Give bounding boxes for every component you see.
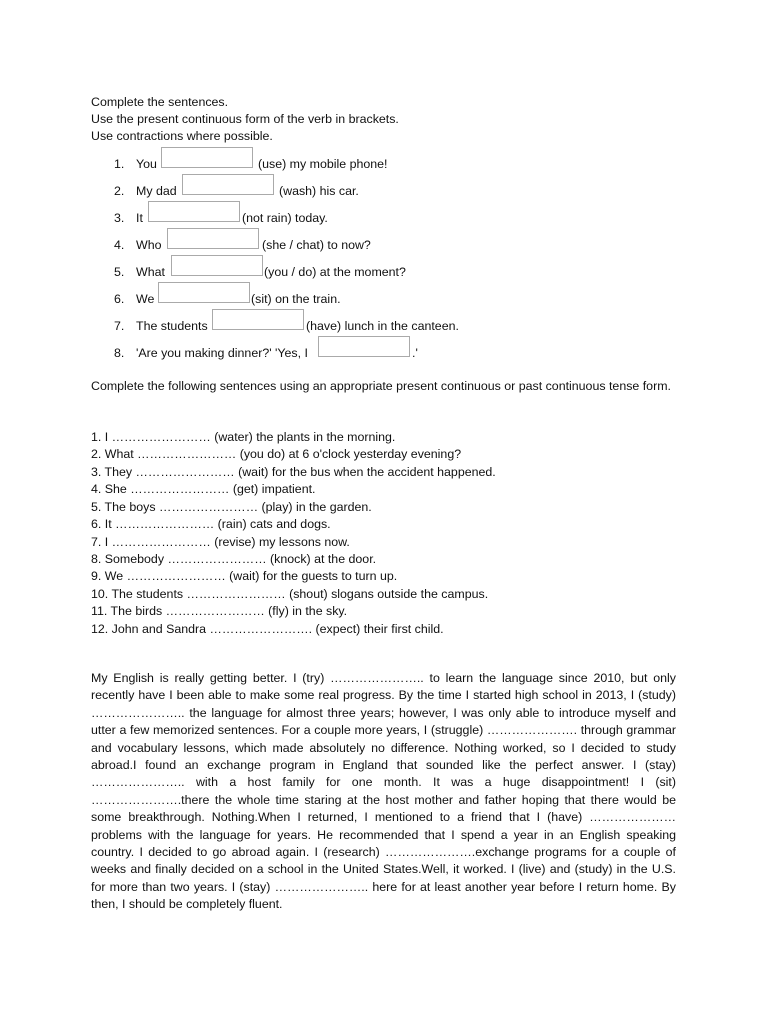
section1-instruction-2: Use the present continuous form of the verb in brackets. (91, 112, 399, 126)
section3-paragraph: My English is really getting better. I (try) ………………….. to learn the language since 2010, but only recently have I been able to make some real progress. By the time I started high school in 2013, I (study) ………………….. the language for almost three years; however, I was only able to introduce myself and utter a few memorized sentences. For a couple more years, I (struggle) …………………. through grammar and vocabulary lessons, which made absolutely no difference. Nothing worked, so I decided to study abroad.I found an exchange program in England that sounded like the perfect answer. I (stay) ………………….. with a host family for one month. It was a huge disappointment! I (sit) ………………….there the whole time staring at the host mother and father hoping that there would be some breakthrough. Nothing.When I returned, I mentioned to a friend that I (have) …………………problems with the language for years. He recommended that I spend a year in an English speaking country. I decided to go abroad again. I (research) ………………….exchange programs for a couple of weeks and finally decided on a school in the United States.Well, it worked. I (live) and (study) in the U.S. for more than two years. I (stay) ………………….. here for at least another year before I return home. By then, I should be completely fluent. (91, 671, 676, 912)
item-number: 6. (114, 292, 125, 306)
item-text-after: (not rain) today. (242, 211, 328, 225)
exercise2-item-10: 10. The students …………………… (shout) slogans outside the campus. (91, 587, 489, 601)
exercise2-item-7: 7. I …………………… (revise) my lessons now. (91, 535, 350, 549)
section1-instruction-1: Complete the sentences. (91, 95, 229, 109)
answer-blank-6[interactable] (158, 282, 250, 303)
item-number: 4. (114, 238, 125, 252)
answer-blank-5[interactable] (171, 255, 263, 276)
exercise2-item-6: 6. It …………………… (rain) cats and dogs. (91, 517, 331, 531)
item-text-before: What (136, 265, 165, 279)
exercise2-item-8: 8. Somebody …………………… (knock) at the door. (91, 552, 377, 566)
item-text-before: We (136, 292, 155, 306)
exercise2-item-3: 3. They …………………… (wait) for the bus when the accident happened. (91, 465, 496, 479)
exercise2-item-12: 12. John and Sandra ……………………. (expect) their first child. (91, 622, 444, 636)
answer-blank-4[interactable] (167, 228, 259, 249)
item-text-before: You (136, 157, 157, 171)
item-text-before: 'Are you making dinner?' 'Yes, I (136, 346, 308, 360)
item-text-after: (have) lunch in the canteen. (306, 319, 459, 333)
item-number: 2. (114, 184, 125, 198)
item-text-after: (she / chat) to now? (262, 238, 371, 252)
item-text-after: (you / do) at the moment? (264, 265, 406, 279)
exercise2-item-2: 2. What …………………… (you do) at 6 o'clock yesterday evening? (91, 447, 462, 461)
item-number: 5. (114, 265, 125, 279)
answer-blank-2[interactable] (182, 174, 274, 195)
item-text-before: It (136, 211, 143, 225)
exercise2-item-4: 4. She …………………… (get) impatient. (91, 482, 316, 496)
section2-instructions: Complete the following sentences using an appropriate present continuous or past continuous tense form. (91, 379, 671, 393)
exercise2-item-5: 5. The boys …………………… (play) in the garden. (91, 500, 372, 514)
exercise2-item-11: 11. The birds …………………… (fly) in the sky. (91, 604, 348, 618)
item-text-before: Who (136, 238, 162, 252)
item-number: 8. (114, 346, 125, 360)
item-text-before: The students (136, 319, 208, 333)
section1-instruction-3: Use contractions where possible. (91, 129, 273, 143)
item-number: 1. (114, 157, 125, 171)
answer-blank-8[interactable] (318, 336, 410, 357)
exercise2-item-9: 9. We …………………… (wait) for the guests to turn up. (91, 569, 398, 583)
item-text-after: .' (412, 346, 418, 360)
answer-blank-7[interactable] (212, 309, 304, 330)
answer-blank-3[interactable] (148, 201, 240, 222)
item-text-after: (wash) his car. (279, 184, 359, 198)
item-text-after: (use) my mobile phone! (258, 157, 388, 171)
item-text-after: (sit) on the train. (251, 292, 341, 306)
item-text-before: My dad (136, 184, 177, 198)
item-number: 7. (114, 319, 125, 333)
item-number: 3. (114, 211, 125, 225)
answer-blank-1[interactable] (161, 147, 253, 168)
exercise2-item-1: 1. I …………………… (water) the plants in the morning. (91, 430, 396, 444)
